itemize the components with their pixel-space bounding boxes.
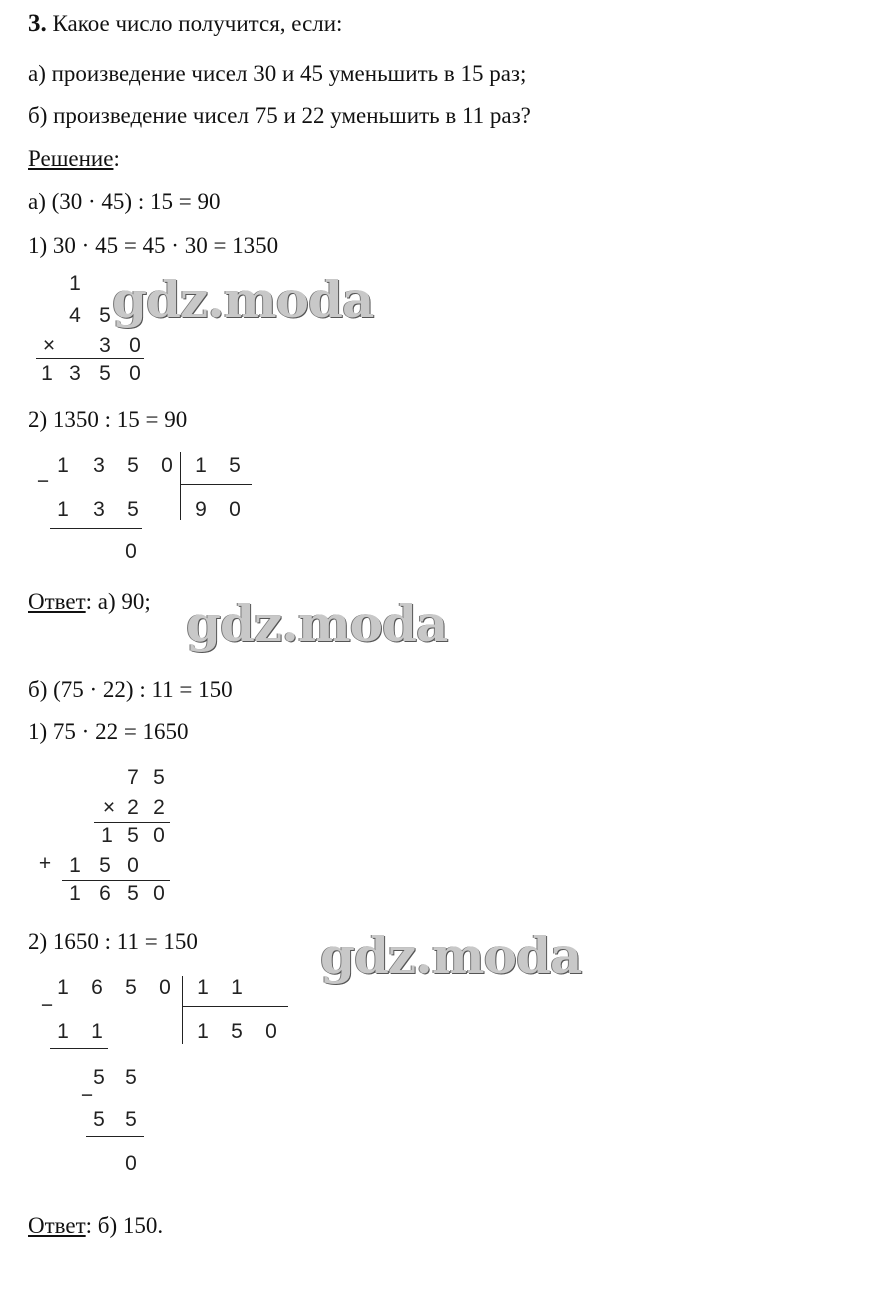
- digit: 1: [57, 976, 69, 999]
- subtraction-line: [50, 1048, 108, 1049]
- task-question: Какое число получится, если:: [52, 11, 343, 36]
- solution-heading: Решение:: [28, 146, 120, 171]
- digit: 0: [161, 454, 173, 477]
- task-number: 3.: [28, 10, 47, 37]
- b-expression: б) (75 · 22) : 11 = 150: [28, 677, 233, 702]
- digit: 1: [57, 1020, 69, 1043]
- digit: 0: [153, 882, 165, 905]
- digit: 4: [69, 304, 81, 327]
- b-answer-value: : б) 150.: [85, 1213, 164, 1238]
- partial-line: [94, 822, 170, 823]
- subtraction-line: [86, 1136, 144, 1137]
- minus-sign: −: [80, 1084, 94, 1107]
- digit: 3: [93, 498, 105, 521]
- plus-sign: +: [38, 852, 52, 875]
- digit: 0: [153, 824, 165, 847]
- task-part-b: б) произведение чисел 75 и 22 уменьшить в 11 раз?: [28, 103, 531, 128]
- digit: 5: [99, 304, 111, 327]
- minus-sign: −: [40, 994, 54, 1017]
- digit: 1: [69, 882, 81, 905]
- digit: 5: [229, 454, 241, 477]
- result-line: [62, 880, 170, 881]
- watermark: gdz.moda: [320, 926, 582, 985]
- quotient-line: [182, 1006, 288, 1007]
- digit: 5: [99, 362, 111, 385]
- digit: 1: [101, 824, 113, 847]
- digit: 0: [265, 1020, 277, 1043]
- task-part-a: а) произведение чисел 30 и 45 уменьшить в 15 раз;: [28, 61, 527, 86]
- watermark: gdz.moda: [112, 270, 374, 329]
- digit: 0: [129, 362, 141, 385]
- result-line: [36, 358, 144, 359]
- digit: 0: [127, 854, 139, 877]
- digit: 5: [93, 1108, 105, 1131]
- digit: 5: [127, 882, 139, 905]
- watermark: gdz.moda: [186, 594, 448, 653]
- digit: 5: [125, 1066, 137, 1089]
- digit: 1: [57, 498, 69, 521]
- a-answer-value: : а) 90;: [85, 589, 151, 614]
- digit: 5: [93, 1066, 105, 1089]
- b-answer: [28, 1212, 163, 1240]
- carry-digit: 1: [69, 272, 81, 295]
- digit: 1: [57, 454, 69, 477]
- digit: 5: [125, 1108, 137, 1131]
- digit: 0: [229, 498, 241, 521]
- digit: 5: [153, 766, 165, 789]
- digit: 5: [127, 824, 139, 847]
- digit: 7: [127, 766, 139, 789]
- minus-sign: −: [36, 470, 50, 493]
- digit: 2: [127, 796, 139, 819]
- digit: 1: [41, 362, 53, 385]
- b-step2: 2) 1650 : 11 = 150: [28, 929, 198, 954]
- digit: 0: [129, 334, 141, 357]
- digit: 3: [93, 454, 105, 477]
- digit: 5: [125, 976, 137, 999]
- multiply-sign: ×: [102, 796, 116, 819]
- solution-heading-text: Решение: [28, 146, 114, 171]
- answer-label-a: Ответ: [28, 589, 86, 614]
- a-step2: 2) 1350 : 15 = 90: [28, 407, 188, 432]
- digit: 5: [127, 454, 139, 477]
- digit: 5: [99, 854, 111, 877]
- a-step1: 1) 30 · 45 = 45 · 30 = 1350: [28, 233, 279, 258]
- digit: 1: [197, 1020, 209, 1043]
- digit: 1: [197, 976, 209, 999]
- answer-label-b: Ответ: [28, 1213, 86, 1238]
- digit: 2: [153, 796, 165, 819]
- remainder: 0: [125, 1152, 137, 1175]
- task-title: [28, 10, 342, 38]
- remainder: 0: [125, 540, 137, 563]
- digit: 1: [195, 454, 207, 477]
- division-bar: [180, 452, 181, 520]
- digit: 9: [195, 498, 207, 521]
- digit: 1: [69, 854, 81, 877]
- b-step1: 1) 75 · 22 = 1650: [28, 719, 189, 744]
- a-answer: [28, 588, 151, 616]
- division-bar: [182, 976, 183, 1044]
- quotient-line: [180, 484, 252, 485]
- digit: 5: [231, 1020, 243, 1043]
- subtraction-line: [50, 528, 142, 529]
- a-expression: а) (30 · 45) : 15 = 90: [28, 189, 221, 214]
- digit: 1: [231, 976, 243, 999]
- digit: 1: [91, 1020, 103, 1043]
- digit: 0: [159, 976, 171, 999]
- multiply-sign: ×: [42, 334, 56, 357]
- digit: 5: [127, 498, 139, 521]
- digit: 3: [69, 362, 81, 385]
- digit: 6: [91, 976, 103, 999]
- digit: 3: [99, 334, 111, 357]
- digit: 6: [99, 882, 111, 905]
